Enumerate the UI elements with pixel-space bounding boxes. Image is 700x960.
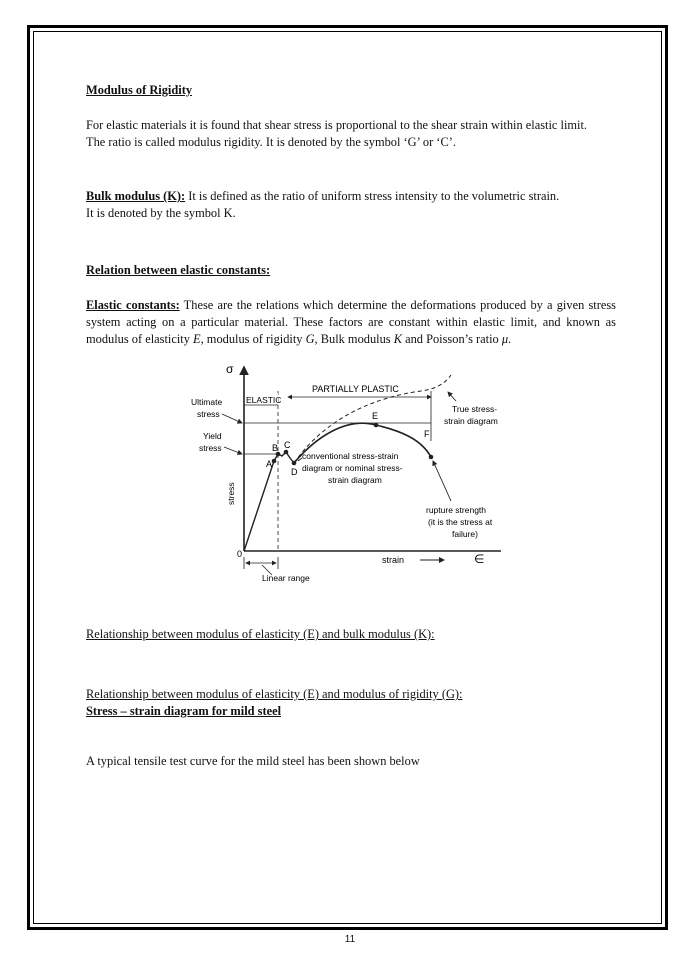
true-stress-strain-label-2: strain diagram xyxy=(444,416,498,426)
rigidity-paragraph xyxy=(86,117,616,151)
partially-plastic-label: PARTIALLY PLASTIC xyxy=(312,384,399,394)
yield-stress-label-2: stress xyxy=(199,443,222,453)
true-stress-strain-label-1: True stress- xyxy=(452,404,498,414)
heading-mild-steel: Stress – strain diagram for mild steel xyxy=(86,704,282,718)
stress-axis-label: stress xyxy=(226,482,236,505)
point-c-label: C xyxy=(284,440,291,450)
bulk-modulus-definition: It is defined as the ratio of uniform stress intensity to the volumetric strain. xyxy=(185,189,560,203)
conventional-label-3: strain diagram xyxy=(328,475,382,485)
page-number: 11 xyxy=(344,934,356,945)
elastic-constants-term: Elastic constants: xyxy=(86,298,180,312)
relationship-e-g: Relationship between modulus of elasticity (E) and modulus of rigidity (G): xyxy=(86,687,463,701)
ultimate-stress-label-1: Ultimate xyxy=(191,397,223,407)
sigma-label: σ xyxy=(226,362,234,376)
bulk-modulus-symbol: It is denoted by the symbol K. xyxy=(86,206,236,220)
yield-stress-label-1: Yield xyxy=(203,431,222,441)
epsilon-label: ∈ xyxy=(474,552,485,566)
point-b-label: B xyxy=(272,443,279,453)
bulk-modulus-paragraph xyxy=(86,188,616,222)
rigidity-definition: For elastic materials it is found that shear stress is proportional to the shear strain within elastic limit. xyxy=(86,118,588,132)
rupture-label-2: (it is the stress at xyxy=(428,517,493,527)
stress-strain-diagram xyxy=(186,357,516,587)
elastic-region-label: ELASTIC xyxy=(246,395,282,405)
point-a-label: A xyxy=(266,459,273,469)
point-e-label: E xyxy=(372,411,379,421)
bulk-modulus-term: Bulk modulus (K): xyxy=(86,189,186,203)
point-f-label: F xyxy=(424,429,430,439)
rupture-label-3: failure) xyxy=(452,529,478,539)
linear-elastic-segment xyxy=(244,461,274,551)
rupture-label-1: rupture strength xyxy=(426,505,487,515)
relationship-e-k: Relationship between modulus of elasticity (E) and bulk modulus (K): xyxy=(86,627,435,641)
point-d-label: D xyxy=(291,467,298,477)
ultimate-stress-label-2: stress xyxy=(197,409,220,419)
elastic-constants-paragraph: Elastic constants: These are the relations which determine the deformations produced by a given stress system acting on a particular material. These factors are constant within elastic limit, and known as modulus of elasticity E, modulus of rigidity G, Bulk modulus K and Poisson’s ratio μ. xyxy=(86,298,616,346)
strain-axis-label: strain xyxy=(382,555,405,565)
origin-label: 0 xyxy=(237,549,243,559)
conventional-label-1: conventional stress-strain xyxy=(302,451,399,461)
heading-modulus-of-rigidity: Modulus of Rigidity xyxy=(86,83,193,97)
heading-relation-elastic-constants: Relation between elastic constants: xyxy=(86,263,271,277)
linear-range-label: Linear range xyxy=(262,573,310,583)
tensile-test-text: A typical tensile test curve for the mild steel has been shown below xyxy=(86,754,420,768)
rigidity-symbol: The ratio is called modulus rigidity. It is denoted by the symbol ‘G’ or ‘C’. xyxy=(86,135,456,149)
conventional-label-2: diagram or nominal stress- xyxy=(302,463,403,473)
